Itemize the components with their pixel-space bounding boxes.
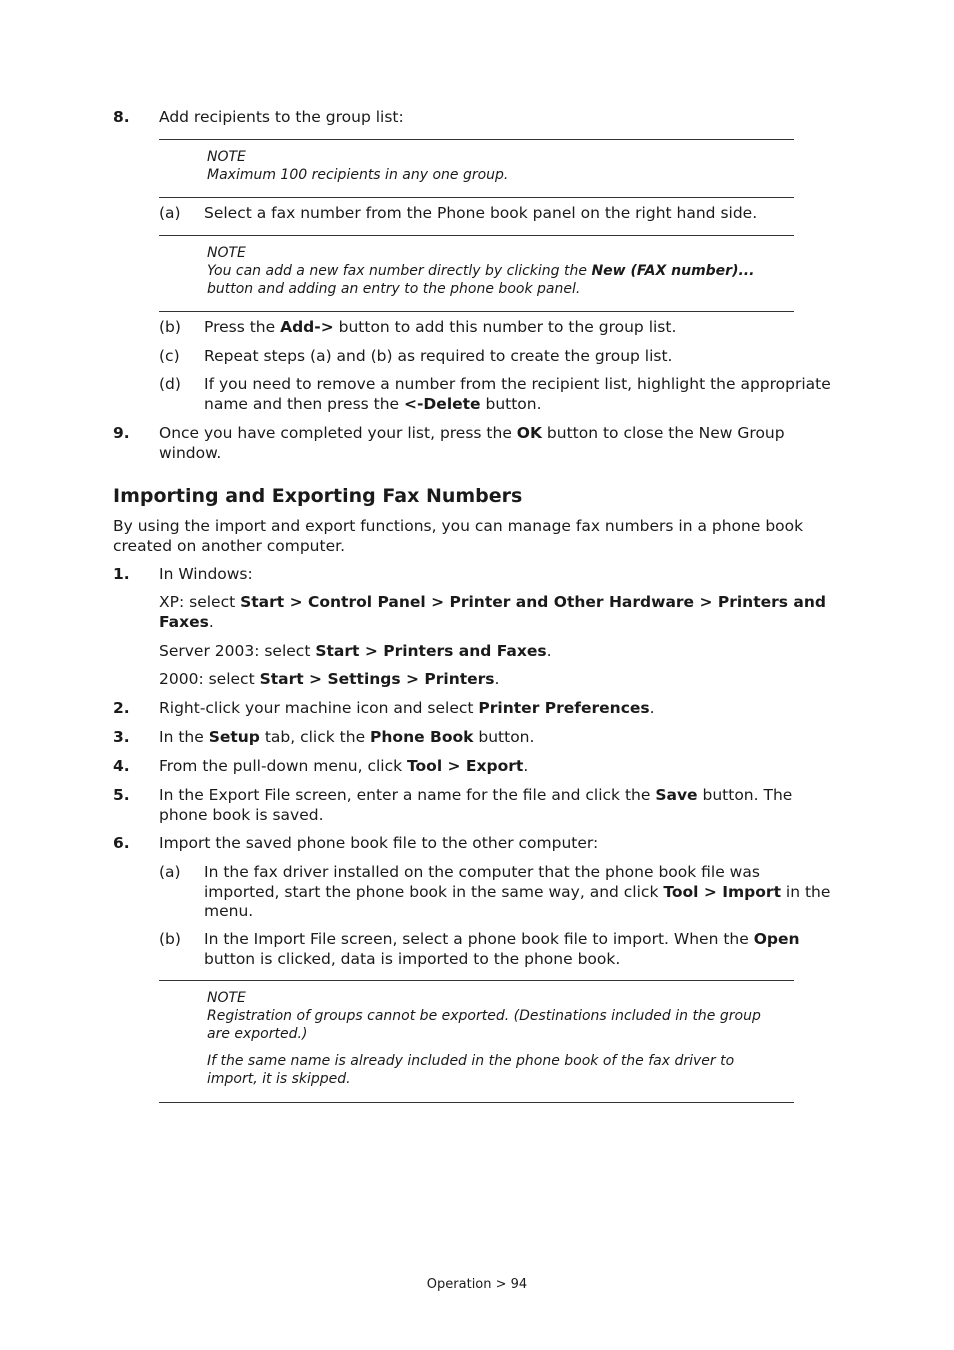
substep-letter: (b) [159,930,181,948]
substep-text: Select a fax number from the Phone book panel on the right hand side. [204,204,758,222]
note-box [159,139,794,198]
substep-letter: (d) [159,375,181,393]
step-text: In the Export File screen, enter a name for the file and click the Save button. The phone book is saved. [159,786,793,824]
step-number: 3. [113,728,130,746]
substep-letter: (a) [159,204,181,222]
substep-letter: (c) [159,347,180,365]
substep-text: If you need to remove a number from the recipient list, highlight the appropriate name and then press the <-Delete button. [204,375,831,413]
note-label: NOTE [207,990,246,1006]
note-text: Maximum 100 recipients in any one group. [207,167,509,183]
step-text: Import the saved phone book file to the other computer: [159,834,599,852]
note-text: If the same name is already included in the phone book of the fax driver to import, it is skipped. [207,1053,735,1087]
note-text: You can add a new fax number directly by clicking the New (FAX number)... button and adding an entry to the phone book panel. [207,263,755,297]
step-detail-xp: XP: select Start > Control Panel > Printer and Other Hardware > Printers and Faxes. [159,593,826,631]
note-box [159,980,794,1103]
substep-text: Press the Add-> button to add this number to the group list. [204,318,677,336]
step-detail-2000: 2000: select Start > Settings > Printers. [159,670,500,688]
substep-text: In the fax driver installed on the computer that the phone book file was imported, start the phone book in the same way, and click Tool > Import in the menu. [204,863,831,920]
step-number: 6. [113,834,130,852]
step-number: 8. [113,108,130,126]
note-box [159,235,794,312]
section-heading: Importing and Exporting Fax Numbers [113,485,523,507]
note-bold-term: New (FAX number)... [591,263,755,279]
step-number: 2. [113,699,130,717]
step-number: 1. [113,565,130,583]
step-text: In Windows: [159,565,253,583]
note-text: Registration of groups cannot be exported. (Destinations included in the group are exported.) [207,1008,761,1042]
substep-text: In the Import File screen, select a phone book file to import. When the Open button is clicked, data is imported to the phone book. [204,930,800,968]
substep-text: Repeat steps (a) and (b) as required to create the group list. [204,347,673,365]
step-number: 9. [113,424,130,442]
note-label: NOTE [207,245,246,261]
step-number: 5. [113,786,130,804]
note-label: NOTE [207,149,246,165]
step-text: Once you have completed your list, press the OK button to close the New Group window. [159,424,785,462]
page-footer: Operation > 94 [426,1277,528,1292]
step-detail-server: Server 2003: select Start > Printers and Faxes. [159,642,552,660]
step-text: In the Setup tab, click the Phone Book button. [159,728,535,746]
substep-letter: (a) [159,863,181,881]
step-text: Add recipients to the group list: [159,108,404,126]
step-text: From the pull-down menu, click Tool > Export. [159,757,529,775]
step-number: 4. [113,757,130,775]
section-intro: By using the import and export functions, you can manage fax numbers in a phone book created on another computer. [113,517,804,555]
substep-letter: (b) [159,318,181,336]
step-text: Right-click your machine icon and select Printer Preferences. [159,699,655,717]
